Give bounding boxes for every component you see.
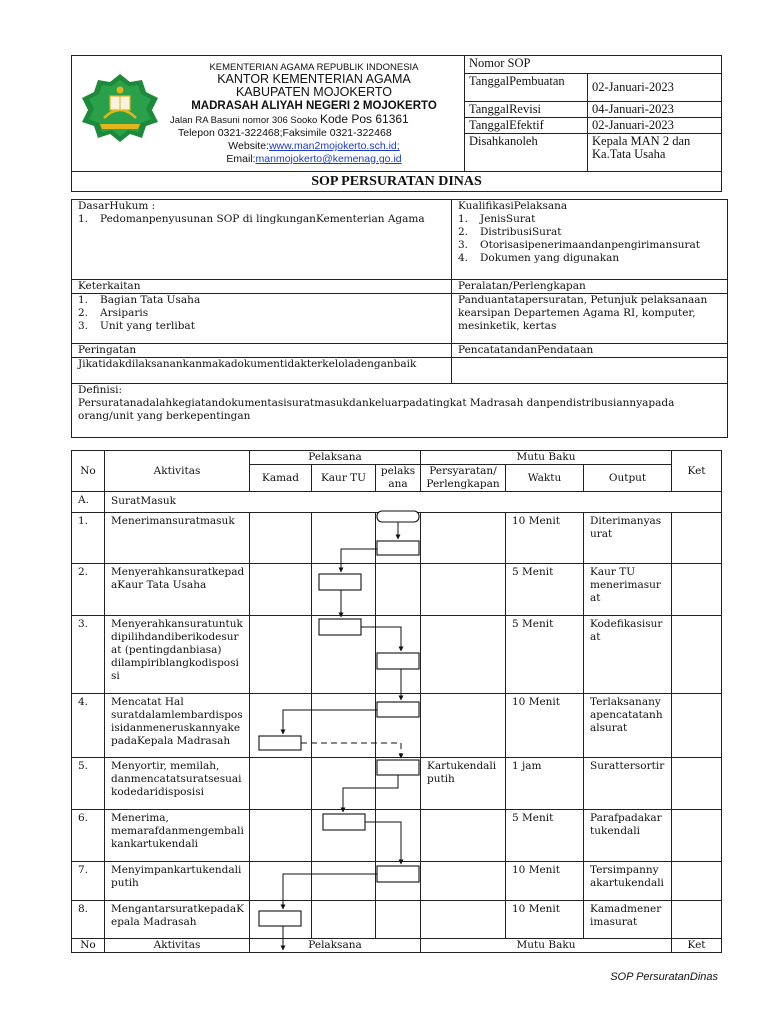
- org-office: KANTOR KEMENTERIAN AGAMA: [217, 72, 411, 86]
- row-ket: [672, 862, 722, 901]
- lane-pelaksana: [376, 901, 421, 939]
- lane-pelaksana: [376, 616, 421, 694]
- kualifikasi-label: KualifikasiPelaksana: [458, 200, 568, 212]
- row-waktu: 5 Menit: [506, 810, 584, 862]
- row-aktivitas: MengantarsuratkepadaK epala Madrasah: [105, 901, 250, 939]
- lane-kaurtu: [312, 564, 376, 616]
- table-row: [72, 564, 722, 616]
- org-ministry: KEMENTERIAN AGAMA REPUBLIK INDONESIA: [209, 62, 419, 73]
- col-header-mutu: Mutu Baku: [421, 451, 672, 465]
- row-no: 2.: [72, 564, 105, 616]
- section-no: A.: [72, 492, 105, 513]
- org-website: [164, 140, 464, 153]
- row-persyaratan: [421, 862, 506, 901]
- row-waktu: 5 Menit: [506, 564, 584, 616]
- row-aktivitas: Mencatat Hal suratdalamlembardispos isidanmeneruskannyake padaKepala Madrasah: [105, 694, 250, 758]
- meta-label-pembuatan: TanggalPembuatan: [465, 74, 588, 102]
- kualifikasi-cell: [452, 200, 728, 280]
- peralatan-cell: [452, 280, 728, 344]
- pencatatan-label: PencatatandanPendataan: [452, 344, 727, 358]
- table-row: [72, 810, 722, 862]
- meta-value-pembuatan: 02-Januari-2023: [588, 74, 722, 102]
- table-row: [72, 862, 722, 901]
- meta-label-revisi: TanggalRevisi: [465, 102, 588, 118]
- meta-nomor-sop: Nomor SOP: [465, 56, 722, 74]
- list-item: 3. Unit yang terlibat: [78, 320, 195, 332]
- row-aktivitas: Menyerahkansuratkepad aKaur Tata Usaha: [105, 564, 250, 616]
- peralatan-text: Panduantatapersuratan, Petunjuk pelaksanaan kearsipan Departemen Agama RI, komputer, mesinketik, kertas: [458, 294, 708, 332]
- col-header-waktu: Waktu: [506, 465, 584, 492]
- table-row: [72, 758, 722, 810]
- row-aktivitas: Menyortir, memilah, danmencatatsuratsesuai kodedaridisposisi: [105, 758, 250, 810]
- table-row: [72, 513, 722, 564]
- list-item: 4. Dokumen yang digunakan: [458, 252, 620, 264]
- table-row: [72, 616, 722, 694]
- col-header-pelaksana: Pelaksana: [250, 451, 421, 465]
- org-identity: [72, 56, 465, 172]
- row-ket: [672, 564, 722, 616]
- dasar-hukum-label: DasarHukum :: [78, 200, 156, 212]
- lane-pelaksana: [376, 758, 421, 810]
- meta-value-efektif: 02-Januari-2023: [588, 118, 722, 134]
- lane-pelaksana: [376, 513, 421, 564]
- org-text-block: [164, 62, 464, 166]
- keterkaitan-label: Keterkaitan: [72, 280, 451, 294]
- row-output: Kaur TU menerimasur at: [584, 564, 672, 616]
- row-no: 4.: [72, 694, 105, 758]
- org-address: [164, 113, 464, 127]
- lane-kamad: [250, 758, 312, 810]
- footer-col-ket: Ket: [672, 939, 722, 953]
- row-persyaratan: [421, 513, 506, 564]
- peringatan-label: Peringatan: [72, 344, 451, 358]
- row-no: 1.: [72, 513, 105, 564]
- row-ket: [672, 694, 722, 758]
- row-no: 3.: [72, 616, 105, 694]
- org-email: [164, 153, 464, 166]
- definisi-label: Definisi:: [78, 384, 123, 396]
- peralatan-label: Peralatan/Perlengkapan: [452, 280, 727, 294]
- keterkaitan-list: [72, 294, 451, 335]
- list-item: 1. Bagian Tata Usaha: [78, 294, 201, 306]
- row-output: Kodefikasisur at: [584, 616, 672, 694]
- website-link[interactable]: www.man2mojokerto.sch.id;: [268, 140, 400, 152]
- lane-kamad: [250, 616, 312, 694]
- lane-pelaksana: [376, 694, 421, 758]
- lane-kaurtu: [312, 694, 376, 758]
- lane-kamad: [250, 513, 312, 564]
- sop-info: [71, 199, 728, 438]
- dasar-hukum-cell: [72, 200, 452, 280]
- row-ket: [672, 901, 722, 939]
- lane-kaurtu: [312, 862, 376, 901]
- lane-kamad: [250, 810, 312, 862]
- lane-pelaksana: [376, 862, 421, 901]
- col-header-persyaratan: Persyaratan/ Perlengkapan: [421, 465, 506, 492]
- row-ket: [672, 810, 722, 862]
- row-aktivitas: Menerimansuratmasuk: [105, 513, 250, 564]
- meta-value-revisi: 04-Januari-2023: [588, 102, 722, 118]
- row-no: 6.: [72, 810, 105, 862]
- row-waktu: 10 Menit: [506, 862, 584, 901]
- lane-kaurtu: [312, 616, 376, 694]
- table-row: [72, 901, 722, 939]
- pencatatan-cell: [452, 344, 728, 384]
- row-persyaratan: [421, 564, 506, 616]
- lane-kaurtu: [312, 513, 376, 564]
- org-school-name: MADRASAH ALIYAH NEGERI 2 MOJOKERTO: [191, 100, 437, 112]
- row-output: Kamadmener imasurat: [584, 901, 672, 939]
- list-item: 2. Arsiparis: [78, 307, 149, 319]
- list-item: 1. Pedomanpenyusunan SOP di lingkunganKementerian Agama: [78, 213, 425, 225]
- address-text: Jalan RA Basuni nomor 306 Sooko: [170, 115, 318, 126]
- col-header-pelaksana-sub: pelaks ana: [376, 465, 421, 492]
- row-output: Surattersortir: [584, 758, 672, 810]
- sop-title: SOP PERSURATAN DINAS: [72, 172, 722, 192]
- table-row: [72, 694, 722, 758]
- row-ket: [672, 513, 722, 564]
- lane-kamad: [250, 901, 312, 939]
- row-waktu: 10 Menit: [506, 694, 584, 758]
- row-persyaratan: [421, 694, 506, 758]
- row-output: Diterimanyas urat: [584, 513, 672, 564]
- row-aktivitas: Menyimpankartukendali putih: [105, 862, 250, 901]
- row-no: 5.: [72, 758, 105, 810]
- postal-code: Kode Pos 61361: [319, 112, 409, 126]
- row-persyaratan: [421, 901, 506, 939]
- footer-col-pelaksana: Pelaksana: [250, 939, 421, 953]
- lane-kamad: [250, 694, 312, 758]
- lane-kaurtu: [312, 810, 376, 862]
- kemenag-logo-icon: [78, 72, 162, 144]
- kualifikasi-list: [452, 213, 727, 267]
- definisi-text: Persuratanadalahkegiatandokumentasisuratmasukdankeluarpadatingkat Madrasah danpendistribusiannyapada orang/unit yang berkepentingan: [78, 397, 675, 422]
- row-persyaratan: [421, 616, 506, 694]
- row-waktu: 1 jam: [506, 758, 584, 810]
- footer-col-mutu: Mutu Baku: [421, 939, 672, 953]
- section-title: SuratMasuk: [105, 492, 722, 513]
- peringatan-text: Jikatidakdilaksanankanmakadokumentidakterkeloladenganbaik: [78, 358, 417, 370]
- row-aktivitas: Menyerahkansuratuntuk dipilihdandiberikodesur at (pentingdanbiasa) dilampiriblangkodisposi si: [105, 616, 250, 694]
- meta-value-disahkan: Kepala MAN 2 dan Ka.Tata Usaha: [588, 134, 722, 172]
- row-ket: [672, 758, 722, 810]
- row-ket: [672, 616, 722, 694]
- definisi-cell: [72, 384, 728, 438]
- row-no: 7.: [72, 862, 105, 901]
- row-waktu: 10 Menit: [506, 901, 584, 939]
- row-output: Tersimpanny akartukendali: [584, 862, 672, 901]
- sop-header: [71, 55, 722, 192]
- peringatan-cell: [72, 344, 452, 384]
- col-header-ket: Ket: [672, 451, 722, 492]
- row-aktivitas: Menerima, memarafdanmengembali kankartukendali: [105, 810, 250, 862]
- meta-label-efektif: TanggalEfektif: [465, 118, 588, 134]
- dasar-hukum-list: [72, 213, 451, 228]
- row-output: Parafpadakar tukendali: [584, 810, 672, 862]
- lane-kaurtu: [312, 901, 376, 939]
- row-output: Terlaksanany apencatatanh alsurat: [584, 694, 672, 758]
- lane-pelaksana: [376, 810, 421, 862]
- row-persyaratan: [421, 810, 506, 862]
- lane-pelaksana: [376, 564, 421, 616]
- email-link[interactable]: manmojokerto@kemenag.go.id: [255, 153, 402, 165]
- footer-col-aktivitas: Aktivitas: [105, 939, 250, 953]
- website-label: Website:: [228, 140, 269, 152]
- list-item: 1. JenisSurat: [458, 213, 536, 225]
- lane-kamad: [250, 564, 312, 616]
- activity-table: [71, 450, 722, 953]
- list-item: 2. DistribusiSurat: [458, 226, 562, 238]
- row-waktu: 5 Menit: [506, 616, 584, 694]
- row-persyaratan: Kartukendali putih: [421, 758, 506, 810]
- col-header-no: No: [72, 451, 105, 492]
- org-phone: Telepon 0321-322468;Faksimile 0321-322468: [178, 127, 392, 139]
- lane-kaurtu: [312, 758, 376, 810]
- email-label: Email:: [226, 153, 256, 165]
- page-footer: SOP PersuratanDinas: [610, 971, 718, 983]
- meta-label-disahkan: Disahkanoleh: [465, 134, 588, 172]
- col-header-kamad: Kamad: [250, 465, 312, 492]
- col-header-kaurtu: Kaur TU: [312, 465, 376, 492]
- lane-kamad: [250, 862, 312, 901]
- keterkaitan-cell: [72, 280, 452, 344]
- col-header-aktivitas: Aktivitas: [105, 451, 250, 492]
- list-item: 3. Otorisasipenerimaandanpengirimansurat: [458, 239, 700, 251]
- row-no: 8.: [72, 901, 105, 939]
- footer-col-no: No: [72, 939, 105, 953]
- col-header-output: Output: [584, 465, 672, 492]
- row-waktu: 10 Menit: [506, 513, 584, 564]
- org-regency: KABUPATEN MOJOKERTO: [235, 85, 393, 99]
